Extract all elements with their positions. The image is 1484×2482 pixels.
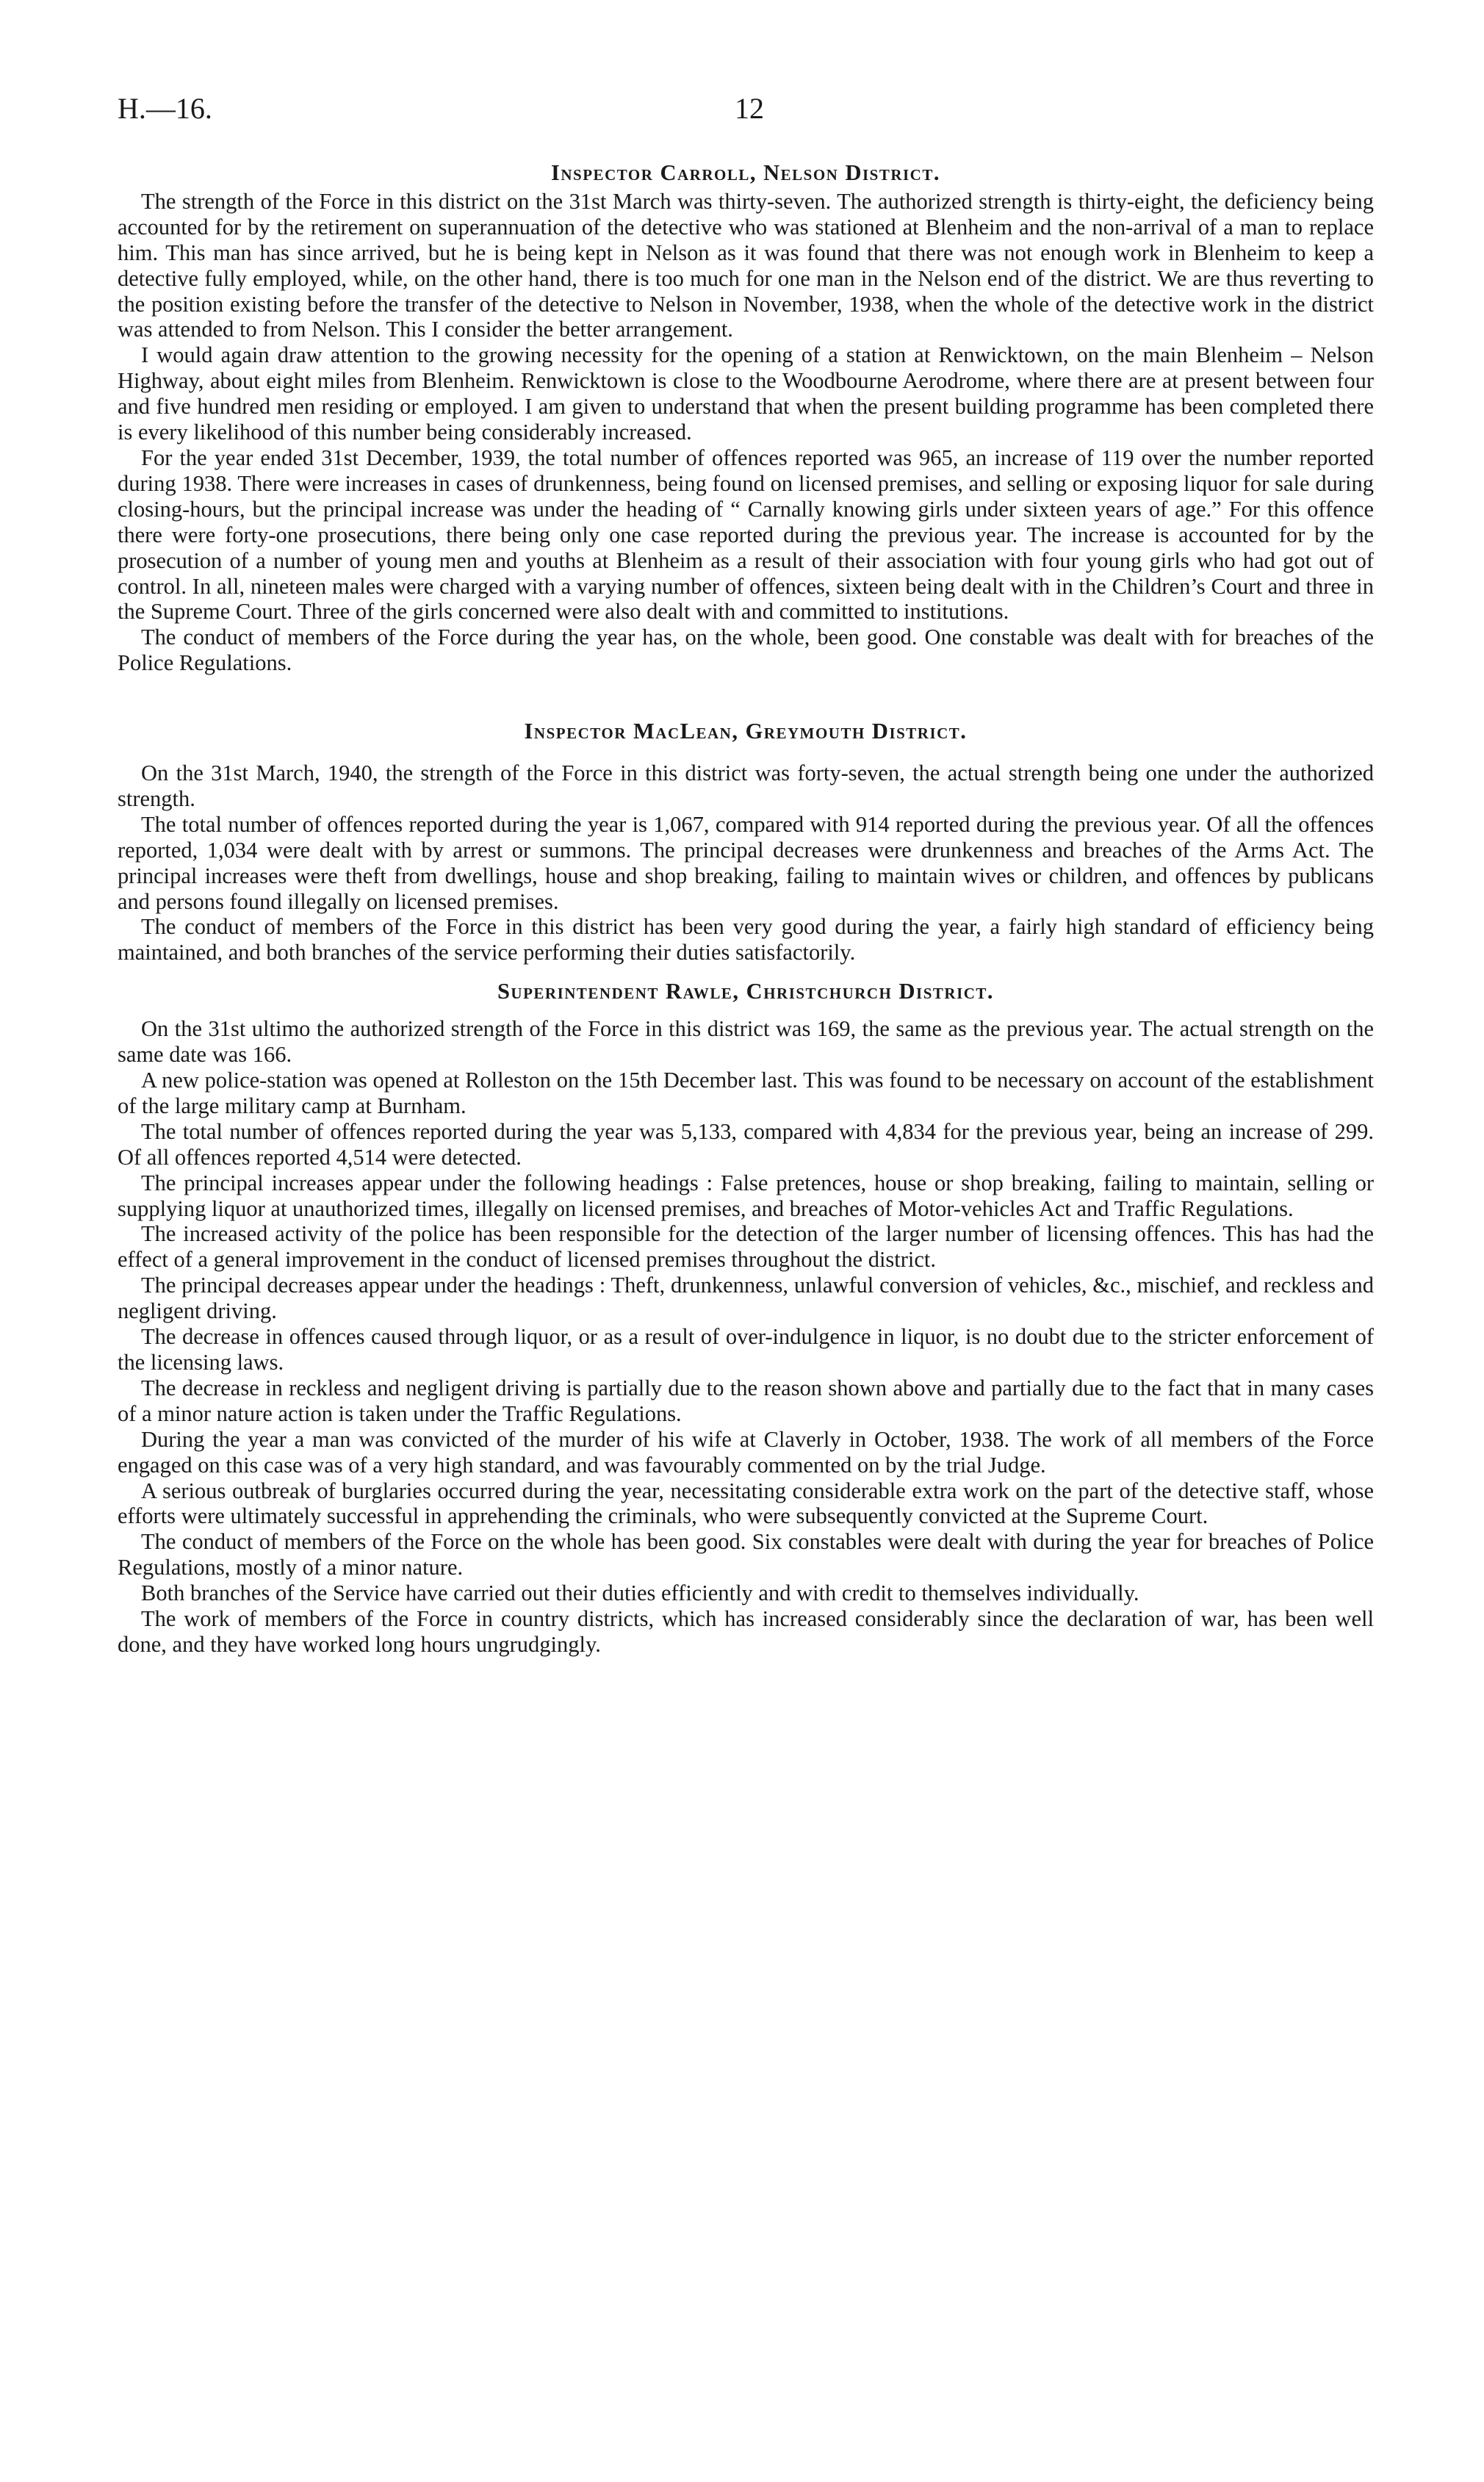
section-heading: Superintendent Rawle, Christchurch District. — [497, 979, 995, 1004]
paragraph: The principal increases appear under the following headings : False pretences, house or shop breaking, failing to maintain, selling or supplying liquor at unauthorized times, illegally on licensed premises, and breaches of Motor-vehicles Act and Traffic Regulations. — [118, 1170, 1374, 1221]
paragraph: The total number of offences reported during the year was 5,133, compared with 4,834 for the previous year, being an increase of 299. Of all offences reported 4,514 were detected. — [118, 1118, 1374, 1170]
paragraph: On the 31st ultimo the authorized strength of the Force in this district was 169, the same as the previous year. The actual strength on the same date was 166. — [118, 1016, 1374, 1068]
paragraph: On the 31st March, 1940, the strength of the Force in this district was forty-seven, the actual strength being one under the authorized strength. — [118, 760, 1374, 811]
section-heading: Inspector Carroll, Nelson District. — [551, 160, 940, 185]
section-nelson-district — [118, 160, 1374, 676]
paragraph: The conduct of members of the Force on the whole has been good. Six constables were dealt with during the year for breaches of Police Regulations, mostly of a minor nature. — [118, 1529, 1374, 1580]
paragraph: The conduct of members of the Force in this district has been very good during the year, a fairly high standard of efficiency being maintained, and both branches of the service performing their duties satisfactorily. — [118, 914, 1374, 965]
paragraph: The increased activity of the police has been responsible for the detection of the larger number of licensing offences. This has had the effect of a general improvement in the conduct of licensed premises throughout the district. — [118, 1221, 1374, 1273]
page-number: 12 — [735, 92, 764, 125]
paragraph: The conduct of members of the Force during the year has, on the whole, been good. One constable was dealt with for breaches of the Police Regulations. — [118, 625, 1374, 676]
paragraph: The total number of offences reported during the year is 1,067, compared with 914 reported during the previous year. Of all the offences reported, 1,034 were dealt with by arrest or summons. The principal decreases were drunkenness and breaches of the Arms Act. The principal increases were theft from dwellings, house and shop breaking, failing to maintain wives or children, and offences by publicans and persons found illegally on licensed premises. — [118, 811, 1374, 914]
paragraph: The strength of the Force in this district on the 31st March was thirty-seven. The authorized strength is thirty-eight, the deficiency being accounted for by the retirement on superannuation of the detective who was stationed at Blenheim and the non-arrival of a man to replace him. This man has since arrived, but he is being kept in Nelson as it was found that there was not enough work in Blenheim to keep a detective fully employed, while, on the other hand, there is too much for one man in the Nelson end of the district. We are thus reverting to the position existing before the transfer of the detective to Nelson in November, 1938, when the whole of the detective work in the district was attended to from Nelson. This I consider the better arrangement. — [118, 188, 1374, 342]
paragraph: I would again draw attention to the growing necessity for the opening of a station at Renwicktown, on the main Blenheim – Nelson Highway, about eight miles from Blenheim. Renwicktown is close to the Woodbourne Aerodrome, where there are at present between four and five hundred men residing or employed. I am given to understand that when the present building programme has been completed there is every likelihood of this number being considerably increased. — [118, 342, 1374, 445]
running-header — [118, 87, 1381, 131]
section-heading: Inspector MacLean, Greymouth District. — [524, 719, 968, 744]
paragraph: During the year a man was convicted of the murder of his wife at Claverly in October, 1938. The work of all members of the Force engaged on this case was of a very high standard, and was favourably commented on by the trial Judge. — [118, 1426, 1374, 1478]
paragraph: For the year ended 31st December, 1939, the total number of offences reported was 965, an increase of 119 over the number reported during 1938. There were increases in cases of drunkenness, being found on licensed premises, and selling or exposing liquor for sale during closing-hours, but the principal increase was under the heading of “ Carnally knowing girls under sixteen years of age.” For this offence there were forty-one prosecutions, there being only one case reported during the previous year. The increase is accounted for by the prosecution of a number of young men and youths at Blenheim as a result of their association with four young girls who had got out of control. In all, nineteen males were charged with a varying number of offences, sixteen being dealt with in the Children’s Court and three in the Supreme Court. Three of the girls concerned were also dealt with and committed to institutions. — [118, 445, 1374, 625]
paragraph: The decrease in reckless and negligent driving is partially due to the reason shown above and partially due to the fact that in many cases of a minor nature action is taken under the Traffic Regulations. — [118, 1375, 1374, 1426]
paragraph: The work of members of the Force in country districts, which has increased considerably since the declaration of war, has been well done, and they have worked long hours ungrudgingly. — [118, 1606, 1374, 1657]
section-christchurch-district — [118, 979, 1374, 1658]
document-reference: H.—16. — [118, 92, 212, 125]
section-greymouth-district — [118, 719, 1374, 965]
document-body — [118, 160, 1374, 1658]
paragraph: The principal decreases appear under the headings : Theft, drunkenness, unlawful conversion of vehicles, &c., mischief, and reckless and negligent driving. — [118, 1273, 1374, 1324]
paragraph: A new police-station was opened at Rolleston on the 15th December last. This was found to be necessary on account of the establishment of the large military camp at Burnham. — [118, 1068, 1374, 1118]
paragraph: Both branches of the Service have carried out their duties efficiently and with credit to themselves individually. — [141, 1580, 1139, 1606]
paragraph: The decrease in offences caused through liquor, or as a result of over-indulgence in liquor, is no doubt due to the stricter enforcement of the licensing laws. — [118, 1324, 1374, 1375]
paragraph: A serious outbreak of burglaries occurred during the year, necessitating considerable extra work on the part of the detective staff, whose efforts were ultimately successful in apprehending the criminals, who were subsequently convicted at the Supreme Court. — [118, 1478, 1374, 1529]
